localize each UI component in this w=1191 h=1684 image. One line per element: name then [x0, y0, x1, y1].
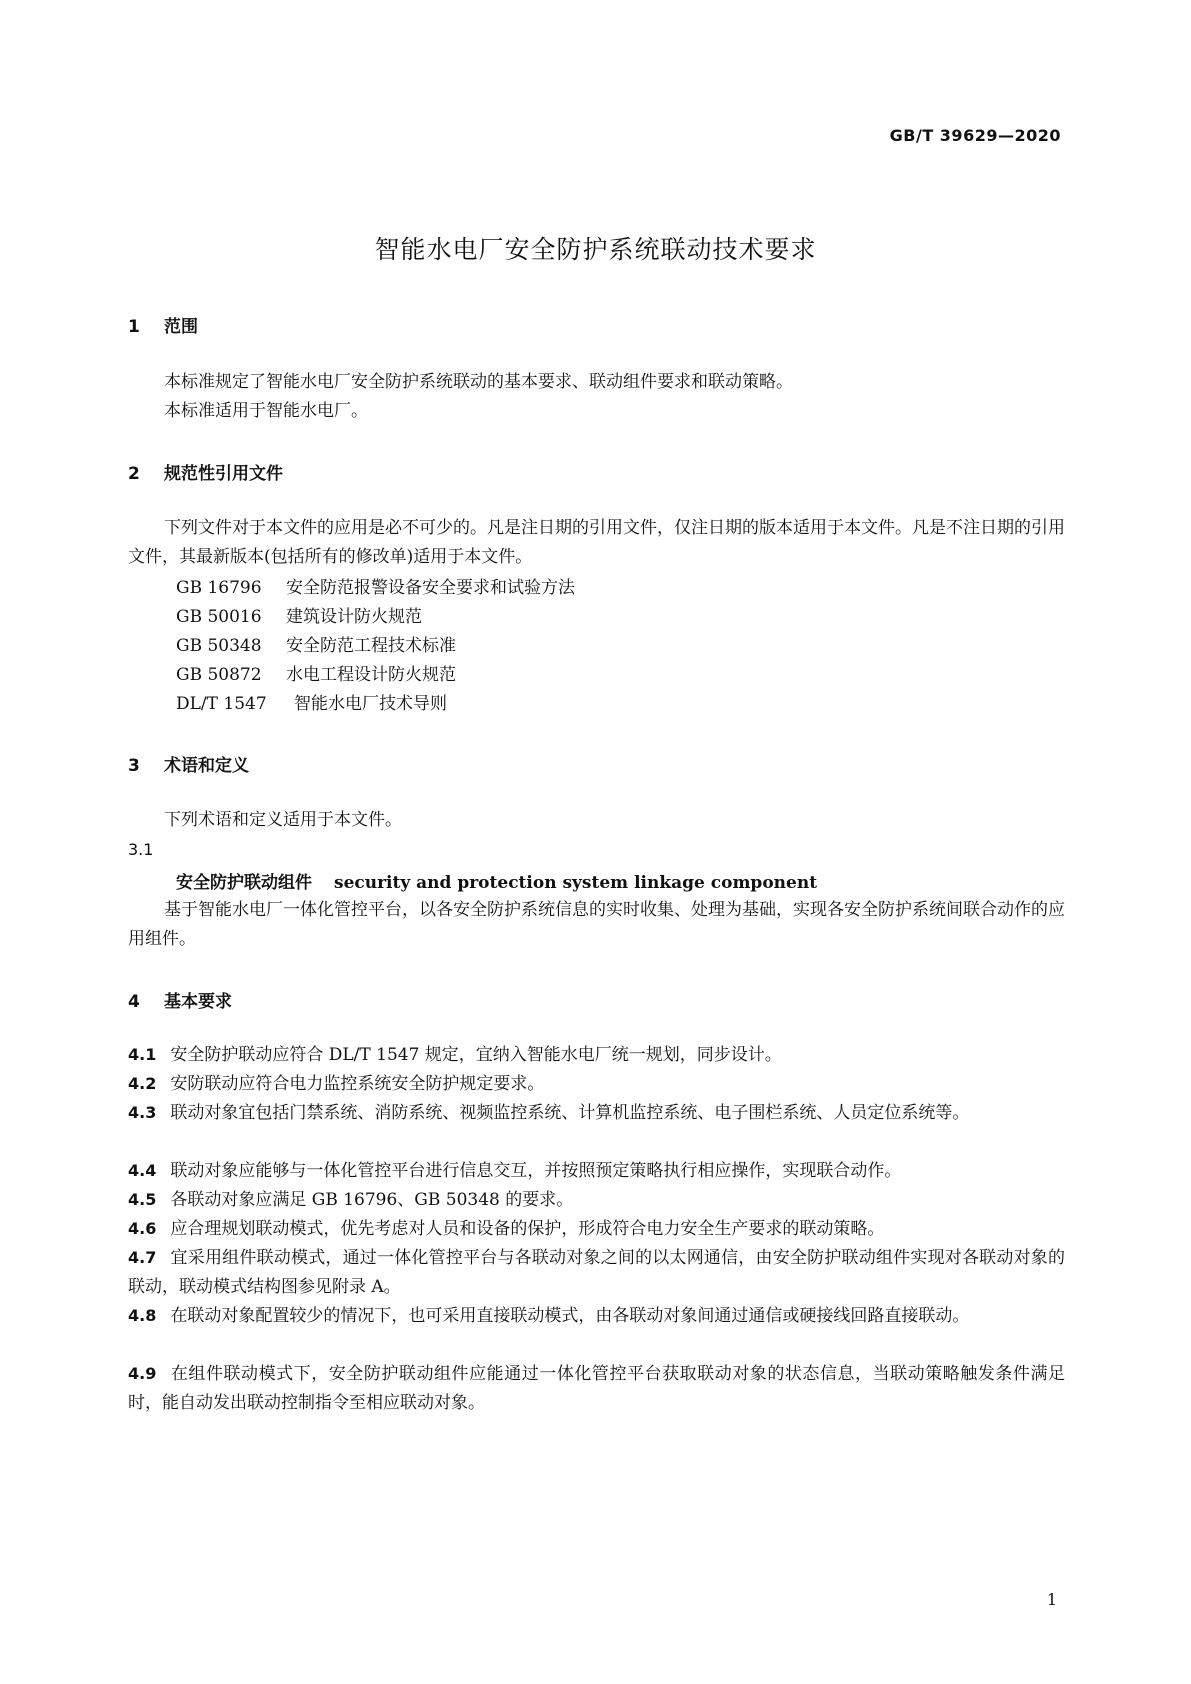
clause-text: 安防联动应符合电力监控系统安全防护规定要求。: [170, 1074, 545, 1094]
section-1-heading: [128, 312, 198, 337]
section-number: 1: [128, 317, 140, 337]
clause-text: 联动对象应能够与一体化管控平台进行信息交互，并按照预定策略执行相应操作，实现联合动作。: [170, 1161, 902, 1181]
clause-text: 应合理规划联动模式，优先考虑对人员和设备的保护，形成符合电力安全生产要求的联动策略。: [170, 1219, 885, 1239]
clause-number: 4.6: [128, 1219, 157, 1238]
reference-item: [176, 660, 456, 685]
page-number: 1: [1046, 1590, 1057, 1609]
reference-item: [176, 631, 456, 656]
standard-number: GB/T 39629—2020: [889, 126, 1061, 145]
section-3-heading: [128, 751, 249, 776]
reference-code: GB 50348: [176, 636, 262, 656]
term-english: security and protection system linkage component: [334, 873, 818, 893]
clause: [128, 1185, 1065, 1215]
reference-title: 安全防范报警设备安全要求和试验方法: [286, 578, 575, 598]
reference-title: 建筑设计防火规范: [286, 607, 422, 627]
section-number: 3: [128, 756, 140, 776]
clause-text: 联动对象宜包括门禁系统、消防系统、视频监控系统、计算机监控系统、电子围栏系统、人员定位系统等。: [170, 1103, 970, 1123]
clause-text: 在联动对象配置较少的情况下，也可采用直接联动模式，由各联动对象间通过通信或硬接线回路直接联动。: [170, 1306, 970, 1326]
clause-number: 4.5: [128, 1190, 157, 1209]
clause-number: 4.8: [128, 1306, 157, 1325]
clause-number: 4.2: [128, 1074, 157, 1093]
clause: [128, 1243, 1065, 1302]
reference-code: GB 50872: [176, 665, 262, 685]
reference-item: [176, 573, 575, 598]
term-number: 3.1: [128, 840, 154, 859]
term-definition: 基于智能水电厂一体化管控平台，以各安全防护系统信息的实时收集、处理为基础，实现各安全防护系统间联合动作的应用组件。: [128, 900, 1065, 949]
reference-code: GB 50016: [176, 607, 262, 627]
term-entry: [176, 868, 817, 893]
paragraph: 下列文件对于本文件的应用是必不可少的。凡是注日期的引用文件，仅注日期的版本适用于本文件。凡是不注日期的引用文件，其最新版本(包括所有的修改单)适用于本文件。: [128, 518, 1065, 567]
term-chinese: 安全防护联动组件: [176, 873, 312, 893]
clause-number: 4.1: [128, 1045, 157, 1064]
paragraph: 本标准规定了智能水电厂安全防护系统联动的基本要求、联动组件要求和联动策略。: [164, 372, 793, 392]
clause-text: 宜采用组件联动模式，通过一体化管控平台与各联动对象之间的以太网通信，由安全防护联动组件实现对各联动对象的联动，联动模式结构图参见附录 A。: [128, 1248, 1065, 1297]
section-4-heading: [128, 987, 232, 1012]
clause: [128, 1040, 1065, 1070]
reference-title: 水电工程设计防火规范: [286, 665, 456, 685]
clause-number: 4.9: [128, 1364, 157, 1383]
clause-text: 安全防护联动应符合 DL/T 1547 规定，宜纳入智能水电厂统一规划，同步设计。: [170, 1045, 782, 1065]
paragraph: 本标准适用于智能水电厂。: [164, 401, 368, 421]
paragraph: 下列术语和定义适用于本文件。: [164, 810, 402, 830]
clause-number: 4.7: [128, 1248, 157, 1267]
reference-title: 智能水电厂技术导则: [294, 694, 447, 714]
reference-code: GB 16796: [176, 578, 262, 598]
document-title: 智能水电厂安全防护系统联动技术要求: [374, 235, 817, 264]
section-title: 范围: [164, 317, 198, 337]
section-number: 2: [128, 464, 140, 484]
clause: [128, 1214, 1065, 1244]
clause: [128, 1359, 1065, 1418]
clause-text: 各联动对象应满足 GB 16796、GB 50348 的要求。: [170, 1190, 574, 1210]
reference-code: DL/T 1547: [176, 694, 267, 714]
clause: [128, 1156, 1065, 1186]
section-title: 术语和定义: [164, 756, 249, 776]
reference-title: 安全防范工程技术标准: [286, 636, 456, 656]
clause: [128, 1069, 1065, 1099]
reference-item: [176, 602, 422, 627]
clause-number: 4.3: [128, 1103, 157, 1122]
clause-text: 在组件联动模式下，安全防护联动组件应能通过一体化管控平台获取联动对象的状态信息，当联动策略触发条件满足时，能自动发出联动控制指令至相应联动对象。: [128, 1364, 1065, 1413]
clause: [128, 1098, 1065, 1128]
clause-number: 4.4: [128, 1161, 157, 1180]
section-title: 基本要求: [164, 992, 232, 1012]
section-2-heading: [128, 459, 283, 484]
section-number: 4: [128, 992, 140, 1012]
clause: [128, 1301, 1065, 1331]
section-title: 规范性引用文件: [164, 464, 283, 484]
reference-item: [176, 689, 447, 714]
